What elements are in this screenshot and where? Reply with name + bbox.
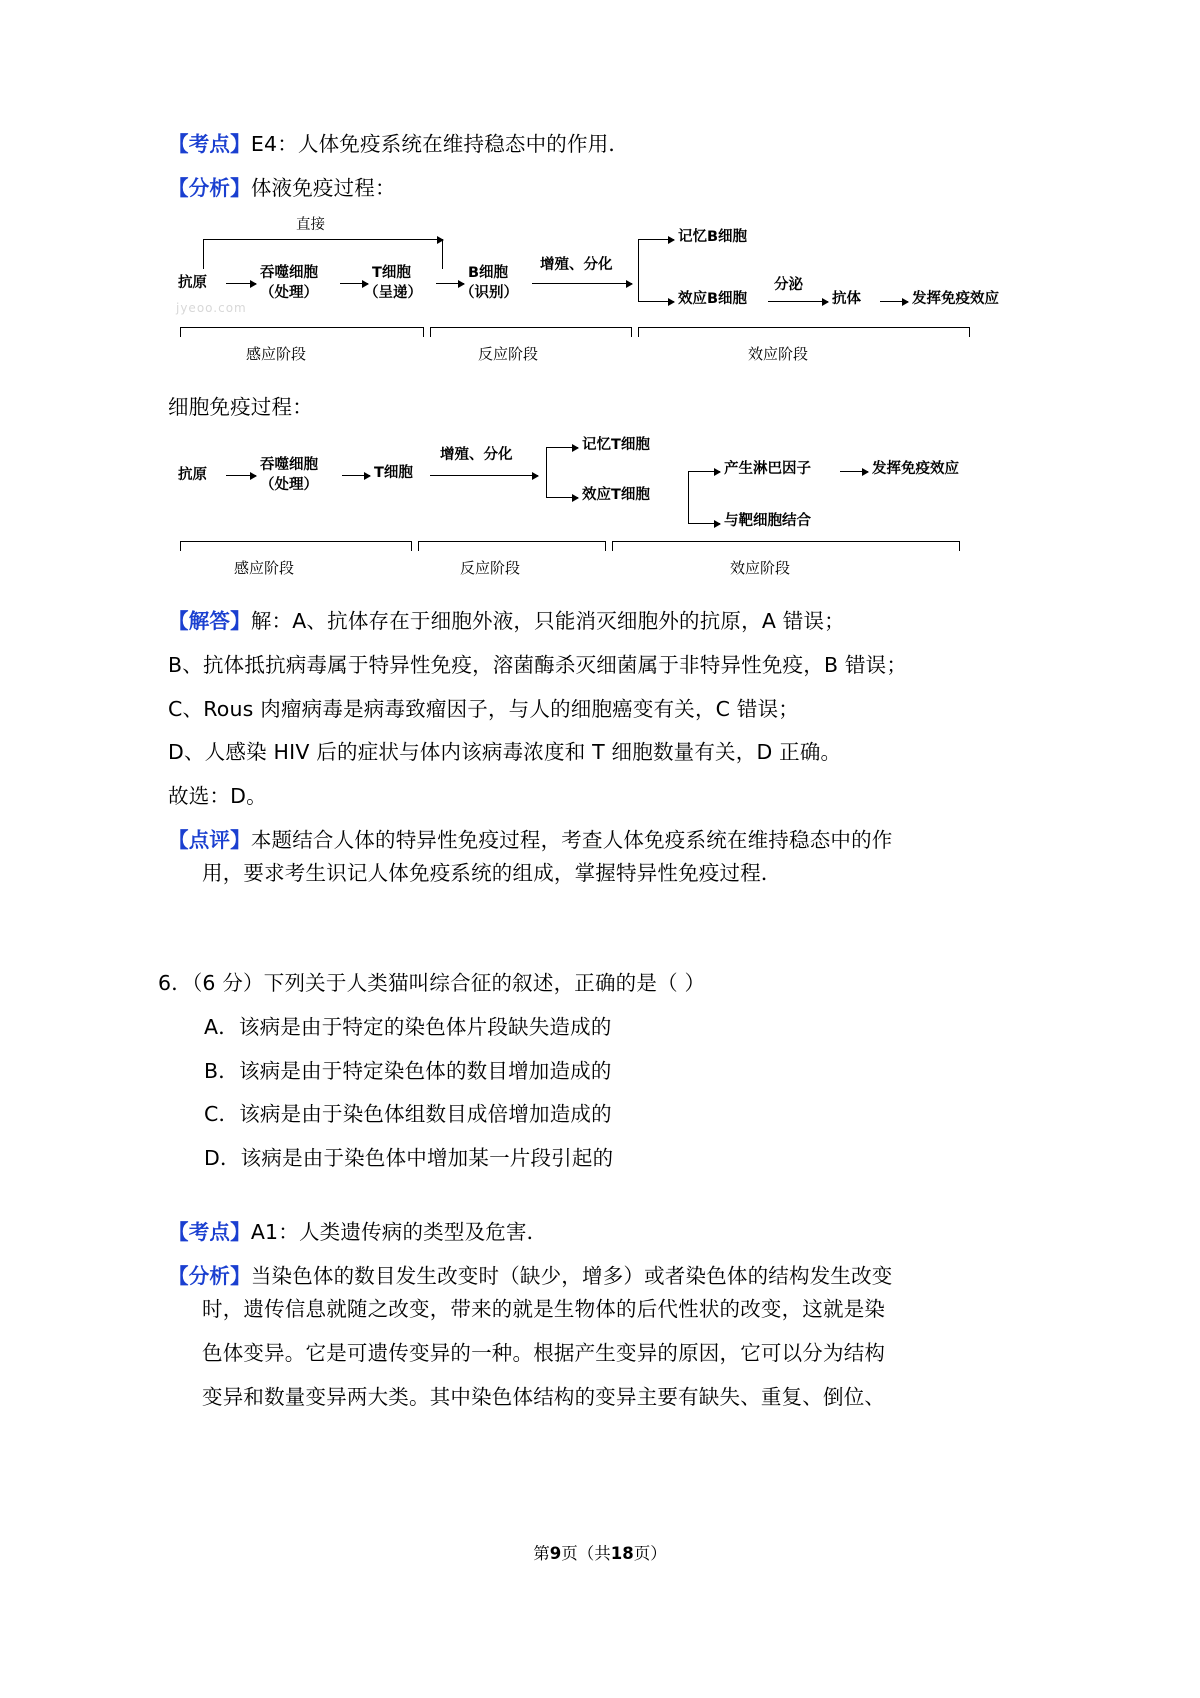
dianping-text-1: 本题结合人体的特异性免疫过程，考查人体免疫系统在维持稳态中的作 [250,827,893,852]
c-arrow-effect [840,471,868,472]
brace-stage-1 [180,327,424,337]
footer-mid: 页（共 [561,1544,611,1563]
fenxi-label: 【分析】 [168,175,251,200]
watermark: jyeoo.com [176,301,247,316]
node-tcell-sub: （呈递） [364,285,422,302]
question-6-text: 下列关于人类猫叫综合征的叙述，正确的是（ ） [263,971,706,996]
c-arrow-effector [546,497,578,498]
question-6-option-b: B．该病是由于特定染色体的数目增加造成的 [204,1058,612,1083]
footer-total-pages: 18 [610,1544,634,1563]
c-node-target-binding: 与靶细胞结合 [724,513,811,530]
arrow-memory [638,239,674,240]
node-secretion: 分泌 [774,277,803,294]
jieda-line-2: B、抗体抵抗病毒属于特异性免疫，溶菌酶杀灭细菌属于非特异性免疫，B 错误； [168,652,908,677]
branch-split [638,239,639,301]
jieda-line-1 [168,607,968,637]
node-bcell-sub: （识别） [460,285,518,302]
node-immune-effect: 发挥免疫效应 [912,291,999,308]
page-footer [0,1540,1200,1564]
node-bcell: B细胞 [468,265,509,282]
direct-right-tick [442,239,443,269]
c-node-proliferation: 增殖、分化 [440,447,513,464]
question-6-score: ．（6 分） [171,971,264,996]
c-node-phagocyte: 吞噬细胞 [260,457,318,474]
node-antigen: 抗原 [178,275,207,292]
c-node-lymphokine: 产生淋巴因子 [724,461,811,478]
q6-fenxi-text-1: 当染色体的数目发生改变时（缺少，增多）或者染色体的结构发生改变 [250,1263,893,1288]
page-content [158,130,999,1426]
q6-kaodian-label: 【考点】 [168,1219,251,1244]
q6-kaodian-line [168,1218,968,1248]
dianping-line-1 [168,826,968,856]
kaodian-label: 【考点】 [168,132,251,156]
question-6-number: 6 [158,971,172,996]
c-node-immune-effect: 发挥免疫效应 [872,461,959,478]
c-brace-stage-3 [612,541,960,551]
stage-1-label: 感应阶段 [246,345,307,364]
arrow-effect [880,301,908,302]
cellular-caption: 细胞免疫过程： [168,395,313,420]
c-arrow-3 [430,475,538,476]
node-antibody: 抗体 [832,291,861,308]
c-node-memory-tcell: 记忆T细胞 [582,437,650,454]
c-node-effector-tcell: 效应T细胞 [582,487,650,504]
footer-prefix: 第 [533,1544,550,1563]
jieda-label: 【解答】 [168,609,251,634]
c-arrow-memory [546,447,578,448]
c-branch-split [546,447,547,497]
node-tcell: T细胞 [372,265,411,282]
q6-fenxi-line-2: 时，遗传信息就随之改变，带来的就是生物体的后代性状的改变，这就是染 [202,1297,886,1322]
q6-kaodian-text: A1：人类遗传病的类型及危害． [250,1219,548,1244]
stage-3-label: 效应阶段 [748,345,809,364]
c-arrow-target [688,523,720,524]
humoral-immunity-diagram [168,217,999,385]
node-proliferation: 增殖、分化 [540,257,613,274]
stage-2-label: 反应阶段 [478,345,539,364]
c-node-tcell: T细胞 [374,465,413,482]
node-effector-bcell: 效应B细胞 [678,291,748,308]
c-arrow-2 [342,475,370,476]
direct-label: 直接 [296,217,325,234]
arrow-effector [638,301,674,302]
question-6-stem [158,969,968,999]
q6-fenxi-line-1 [168,1262,968,1292]
footer-suffix: 页） [633,1544,667,1563]
c-stage-1-label: 感应阶段 [234,559,295,578]
node-phagocyte: 吞噬细胞 [260,265,318,282]
footer-page-number: 9 [549,1544,562,1563]
jieda-line-4: D、人感染 HIV 后的症状与体内该病毒浓度和 T 细胞数量有关，D 正确。 [168,740,842,765]
c-node-antigen: 抗原 [178,467,207,484]
arrow-secrete [768,301,828,302]
node-phagocyte-sub: （处理） [260,285,318,302]
q6-fenxi-label: 【分析】 [168,1263,251,1288]
c-arrow-1 [226,475,256,476]
fenxi-line [168,174,968,204]
question-6-option-a: A．该病是由于特定的染色体片段缺失造成的 [204,1014,612,1039]
kaodian-line [168,130,968,160]
jieda-text-1: 解：A、抗体存在于细胞外液，只能消灭细胞外的抗原，A 错误； [250,609,845,634]
direct-left-tick [203,239,204,269]
brace-stage-3 [638,327,970,337]
direct-arrow [203,239,443,240]
dianping-label: 【点评】 [168,827,251,852]
q6-fenxi-line-4: 变异和数量变异两大类。其中染色体结构的变异主要有缺失、重复、倒位、 [202,1384,886,1409]
kaodian-text: E4：人体免疫系统在维持稳态中的作用． [250,132,630,156]
fenxi-text: 体液免疫过程： [250,175,396,200]
cellular-immunity-diagram [168,429,958,599]
dianping-line-2: 用，要求考生识记人体免疫系统的组成，掌握特异性免疫过程． [202,861,782,886]
block-spacer-2 [168,1188,968,1218]
jieda-line-5: 故选：D。 [168,784,267,809]
q6-fenxi-line-3: 色体变异。它是可遗传变异的一种。根据产生变异的原因，它可以分为结构 [202,1340,886,1365]
c-stage-3-label: 效应阶段 [730,559,791,578]
arrow-4 [532,283,632,284]
c-branch-split-2 [688,471,689,523]
arrow-1 [226,283,256,284]
node-memory-bcell: 记忆B细胞 [678,229,748,246]
question-6-option-d: D．该病是由于染色体中增加某一片段引起的 [204,1146,614,1171]
c-node-phagocyte-sub: （处理） [260,477,318,494]
c-arrow-lymph [688,471,720,472]
c-brace-stage-1 [180,541,412,551]
block-spacer [168,903,968,933]
c-brace-stage-2 [418,541,606,551]
question-6-option-c: C．该病是由于染色体组数目成倍增加造成的 [204,1102,612,1127]
c-stage-2-label: 反应阶段 [460,559,521,578]
jieda-line-3: C、Rous 肉瘤病毒是病毒致瘤因子，与人的细胞癌变有关，C 错误； [168,696,799,721]
brace-stage-2 [430,327,632,337]
